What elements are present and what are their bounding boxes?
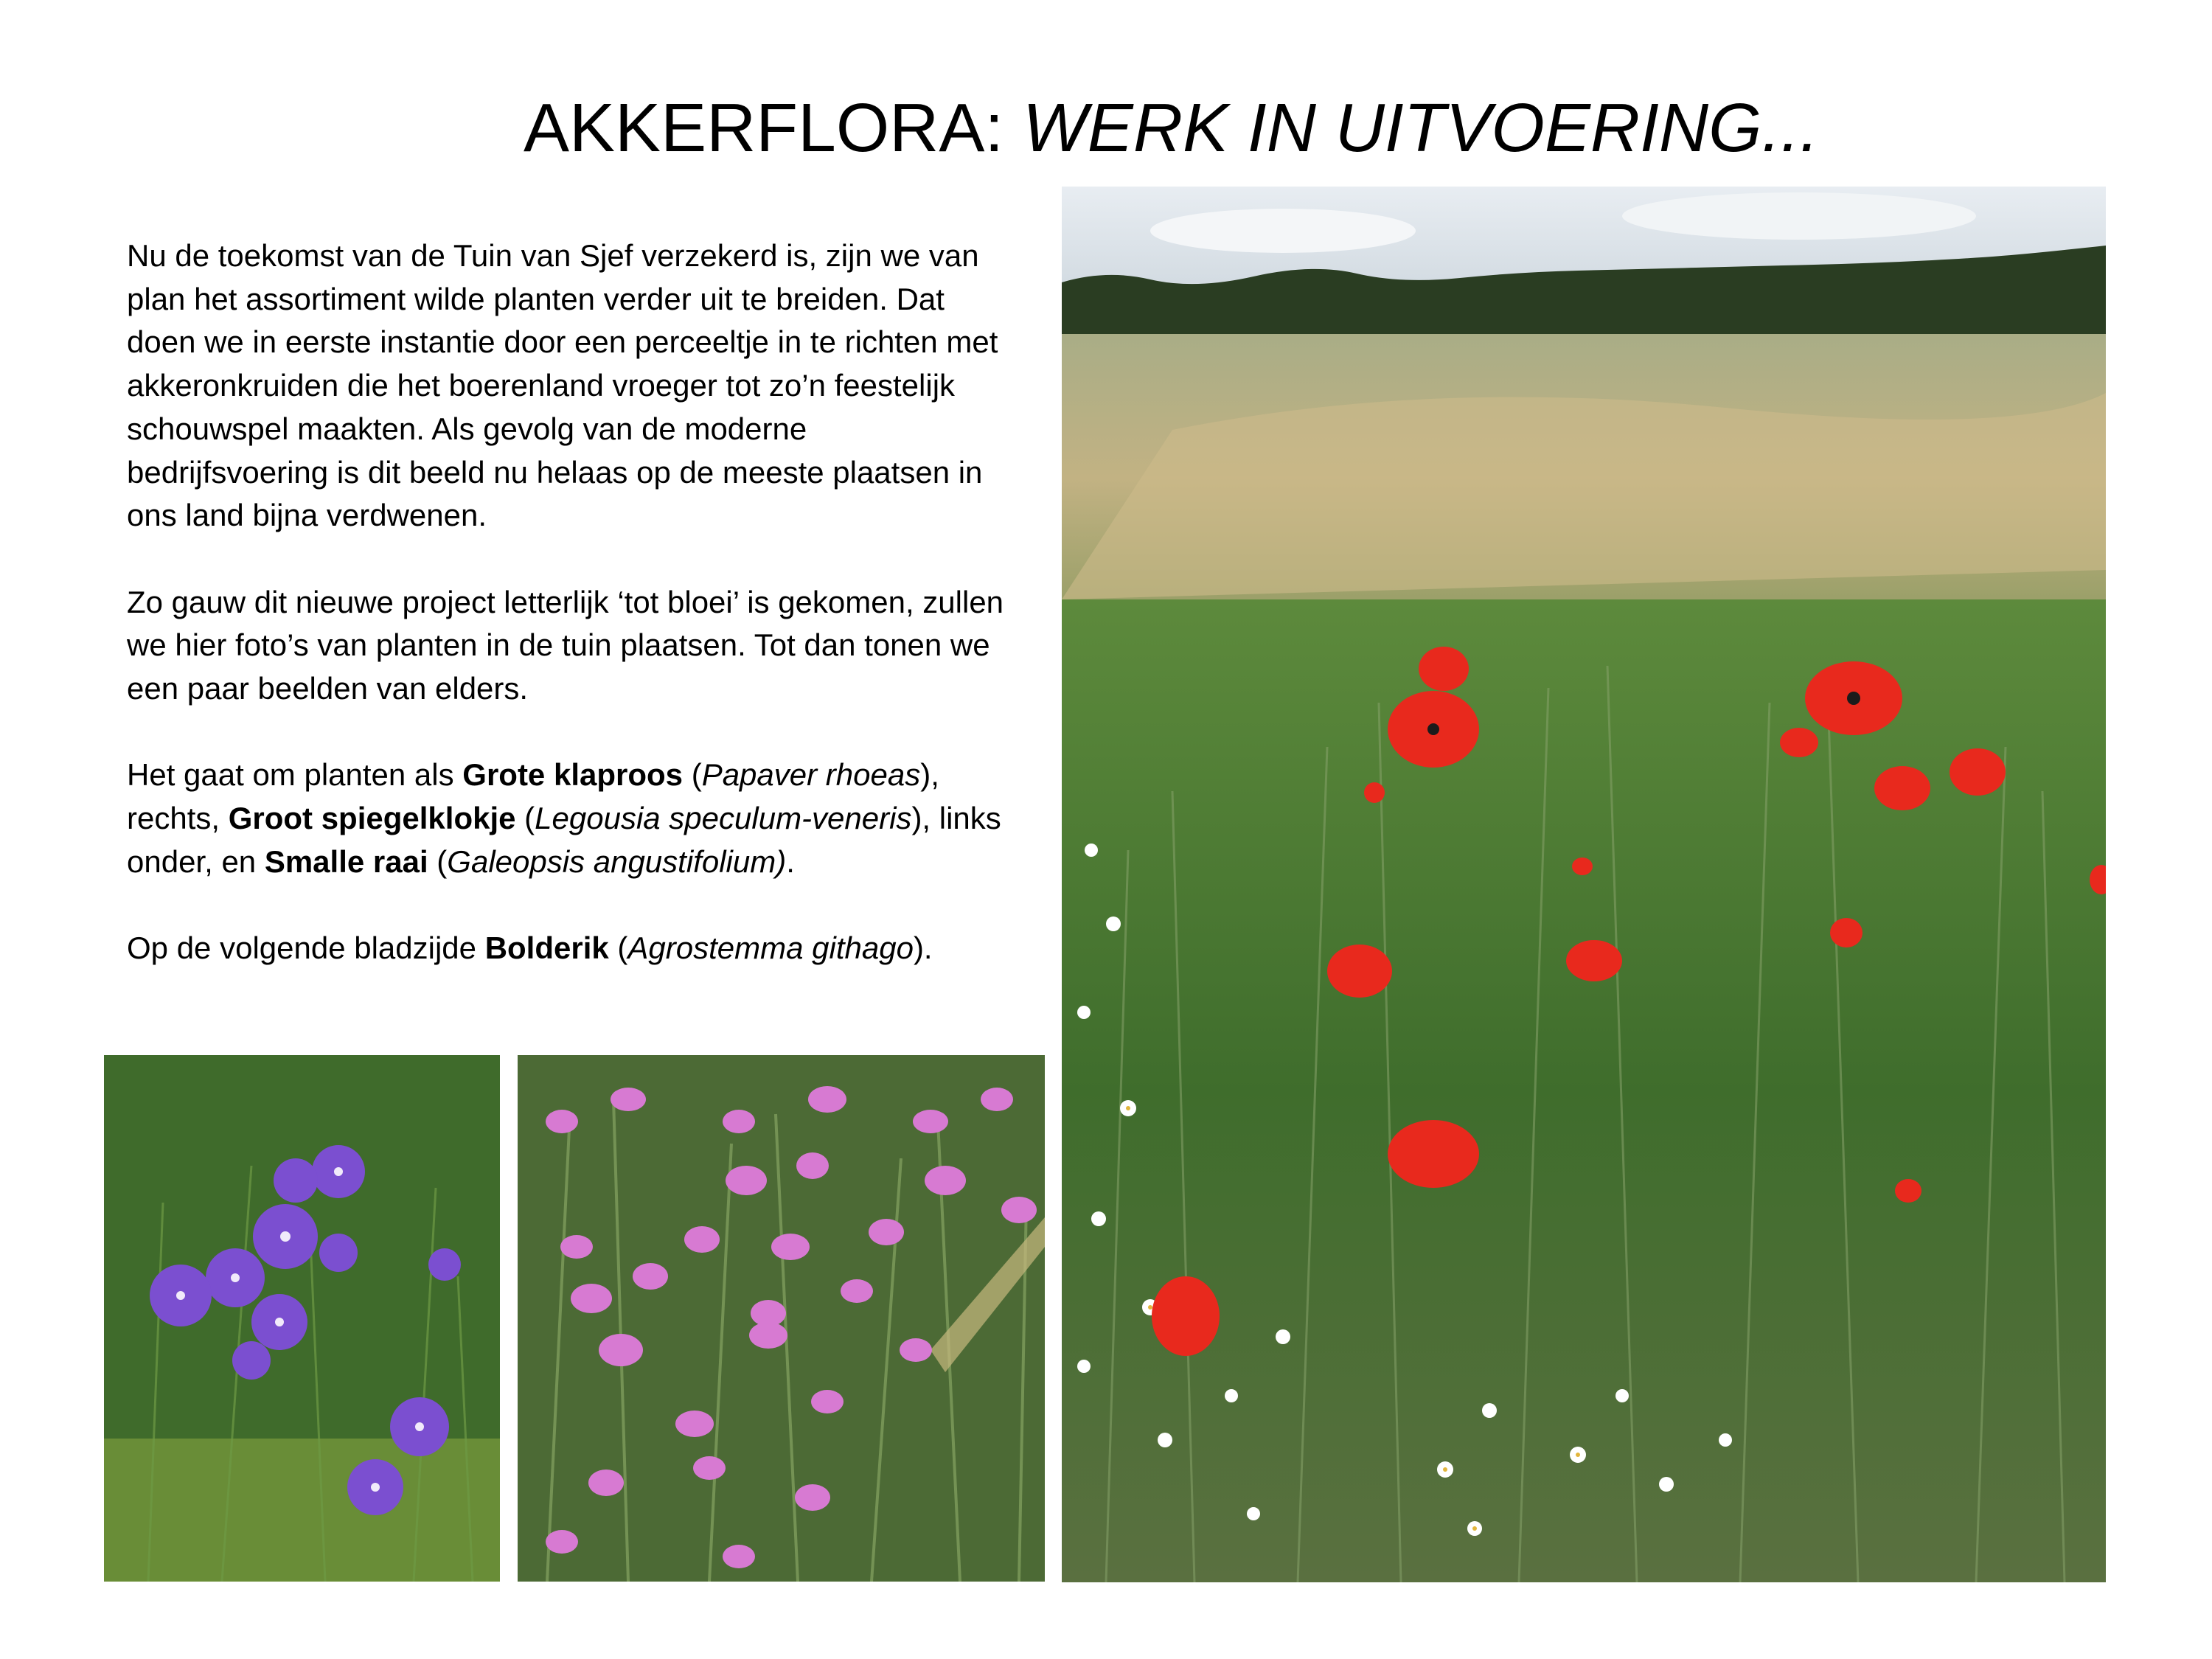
latin-name-raai: Galeopsis angustifolium) <box>447 844 787 879</box>
green-meadow <box>1062 599 2106 1582</box>
text: ( <box>608 931 628 966</box>
plant-name-spiegelklokje: Groot spiegelklokje <box>228 801 516 836</box>
text: ( <box>428 844 448 879</box>
paragraph-plants <box>127 754 1012 883</box>
text: Op de volgende bladzijde <box>127 931 485 966</box>
yellow-green-ground-cover <box>104 1439 500 1582</box>
paragraph-intro: Nu de toekomst van de Tuin van Sjef verzekerd is, zijn we van plan het assortiment wilde planten verder uit te breiden. Dat doen we in eerste instantie door een perceeltje in te richten met akkeronkruiden die het boerenland vroeger tot zo’n feestelijk schouwspel maakten. Als gevolg van de moderne bedrijfsvoering is dit beeld nu helaas op de meeste plaatsen in ons land bijna verdwenen. <box>127 238 998 533</box>
plant-name-bolderik: Bolderik <box>484 931 609 966</box>
cloud <box>1622 192 1976 240</box>
text: . <box>786 844 795 879</box>
title-main: AKKERFLORA: <box>524 89 1023 166</box>
plant-name-klaproos: Grote klaproos <box>462 757 684 793</box>
smalle-raai-photo <box>518 1055 1045 1582</box>
latin-name-klaproos: Papaver rhoeas <box>701 757 921 793</box>
text: ( <box>683 757 702 793</box>
text: ). <box>913 931 933 966</box>
page-title <box>524 87 1819 168</box>
text: ( <box>515 801 535 836</box>
latin-name-spiegelklokje: Legousia speculum-veneris <box>535 801 912 836</box>
poppy-field-photo <box>1062 187 2106 1582</box>
text: Het gaat om planten als <box>127 757 463 793</box>
title-italic: WERK IN UITVOERING... <box>1023 89 1819 166</box>
smalle-raai-illustration <box>518 1055 1045 1582</box>
plant-name-raai: Smalle raai <box>264 844 428 879</box>
intro-text <box>127 234 1012 970</box>
text: ), rechts, <box>127 757 939 836</box>
poppy-field-illustration <box>1062 187 2106 1582</box>
cloud <box>1150 209 1416 253</box>
spiegelklokje-photo <box>104 1055 500 1582</box>
paragraph-project: Zo gauw dit nieuwe project letterlijk ‘tot bloei’ is gekomen, zullen we hier foto’s van planten in de tuin plaatsen. Tot dan tonen we een paar beelden van elders. <box>127 584 1004 706</box>
ripening-grain <box>1062 393 2106 599</box>
text: ), links onder, en <box>127 801 1001 879</box>
paragraph-next-page <box>127 927 1012 970</box>
spiegelklokje-illustration <box>104 1055 500 1582</box>
latin-name-bolderik: Agrostemma githago <box>627 931 914 966</box>
